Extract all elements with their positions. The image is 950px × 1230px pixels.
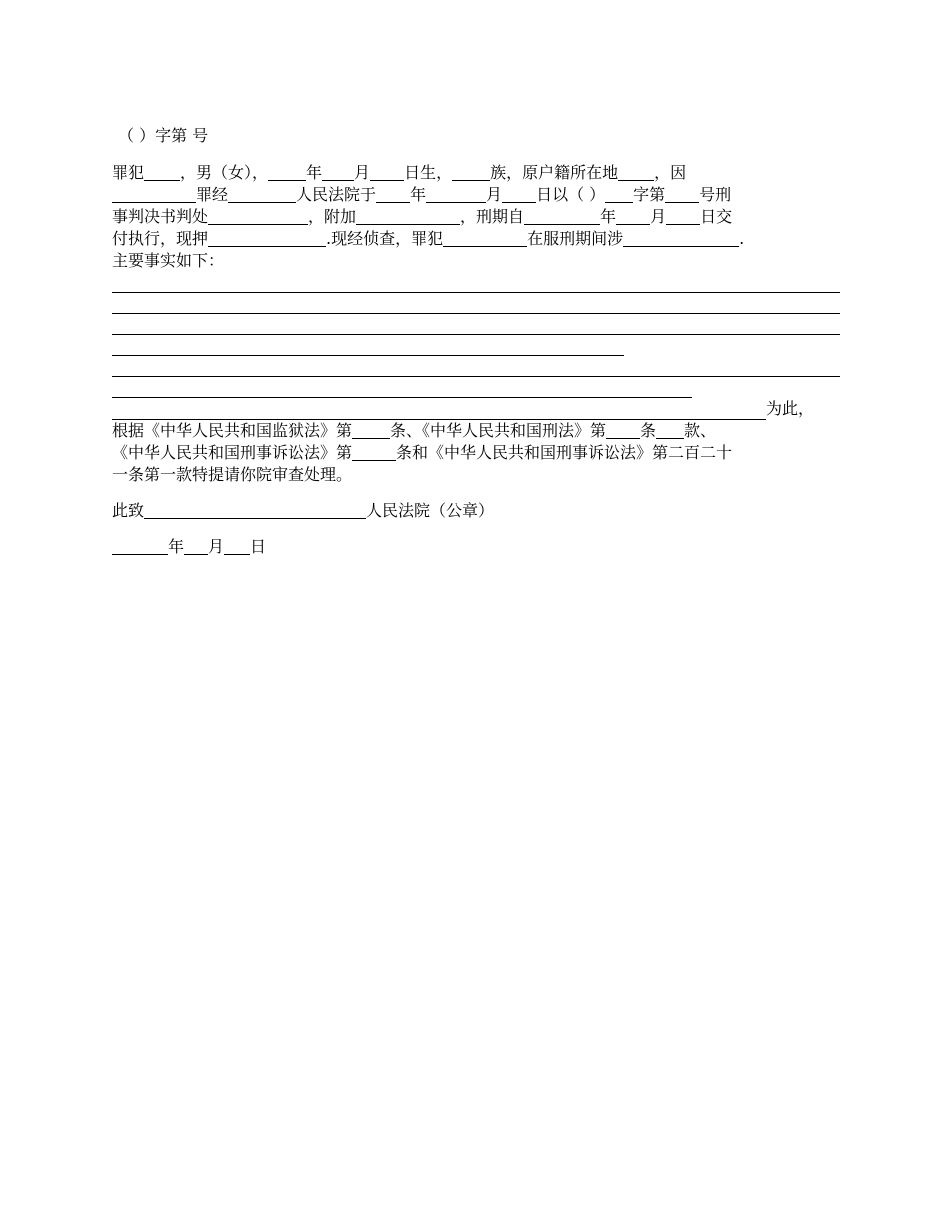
prison-law-article-blank[interactable] bbox=[352, 422, 390, 439]
judgment-year-blank[interactable] bbox=[376, 186, 410, 203]
text-year: 年 bbox=[410, 185, 427, 204]
basis-line-2 bbox=[112, 442, 840, 464]
text-year: 年 bbox=[306, 163, 323, 182]
crime-blank[interactable] bbox=[112, 186, 196, 203]
judgment-number-blank[interactable] bbox=[665, 186, 699, 203]
details-line-4 bbox=[112, 228, 840, 250]
facts-line[interactable] bbox=[112, 272, 840, 293]
text-month: 月 bbox=[354, 163, 371, 182]
birth-year-blank[interactable] bbox=[268, 164, 306, 181]
text-gender: ，男（女）， bbox=[180, 163, 269, 182]
judgment-day-blank[interactable] bbox=[502, 186, 536, 203]
case-details-paragraph bbox=[112, 162, 840, 272]
text-additional: ，附加 bbox=[308, 207, 357, 226]
text-during-sentence: 在服刑期间涉 bbox=[527, 229, 624, 248]
document-number: （ ）字第 号 bbox=[118, 126, 209, 145]
text-word-no: 字第 bbox=[633, 185, 666, 204]
date-year-blank[interactable] bbox=[112, 538, 168, 555]
procedure-law-article-blank[interactable] bbox=[352, 444, 396, 461]
text-number-criminal: 号刑 bbox=[699, 185, 732, 204]
facts-line[interactable] bbox=[112, 377, 692, 398]
court-blank[interactable] bbox=[228, 186, 296, 203]
sentence-blank[interactable] bbox=[208, 208, 308, 225]
text-clause: 款、 bbox=[684, 421, 717, 440]
text-court-seal: 人民法院（公章） bbox=[366, 501, 495, 520]
closing-line bbox=[112, 500, 840, 522]
criminal-law-article-blank[interactable] bbox=[606, 422, 640, 439]
text-day: 日 bbox=[250, 537, 267, 556]
text-criminal-law: 条、《中华人民共和国刑法》第 bbox=[390, 421, 607, 440]
date-line bbox=[112, 536, 840, 558]
date-month-blank[interactable] bbox=[184, 538, 208, 555]
criminal-name-blank[interactable] bbox=[144, 164, 180, 181]
text-month: 月 bbox=[486, 185, 503, 204]
text-sentenced: 事判决书判处 bbox=[112, 207, 209, 226]
basis-lead-row bbox=[112, 398, 840, 420]
text-therefore: 为此， bbox=[766, 399, 815, 418]
text-period: . bbox=[739, 229, 745, 248]
facts-lines bbox=[112, 272, 840, 398]
judgment-word-blank[interactable] bbox=[605, 186, 633, 203]
text-year: 年 bbox=[168, 537, 185, 556]
text-crime-via: 罪经 bbox=[196, 185, 229, 204]
birth-day-blank[interactable] bbox=[370, 164, 404, 181]
ethnicity-blank[interactable] bbox=[452, 164, 490, 181]
facts-line[interactable] bbox=[112, 356, 840, 377]
prison-blank[interactable] bbox=[208, 230, 326, 247]
household-blank[interactable] bbox=[618, 164, 654, 181]
text-prison-law: 根据《中华人民共和国监狱法》第 bbox=[112, 421, 353, 440]
term-day-blank[interactable] bbox=[666, 208, 700, 225]
text-investigation: .现经侦查，罪犯 bbox=[326, 229, 444, 248]
text-court-on: 人民法院于 bbox=[296, 185, 377, 204]
text-day-handover: 日交 bbox=[700, 207, 733, 226]
text-held-at: 付执行，现押 bbox=[112, 229, 209, 248]
document-page bbox=[112, 124, 840, 558]
details-line-2 bbox=[112, 184, 840, 206]
facts-line[interactable] bbox=[112, 293, 840, 314]
judgment-month-blank[interactable] bbox=[426, 186, 486, 203]
legal-basis-paragraph bbox=[112, 420, 840, 486]
text-month: 月 bbox=[650, 207, 667, 226]
facts-line[interactable] bbox=[112, 314, 840, 335]
facts-line[interactable] bbox=[112, 402, 766, 420]
facts-label: 主要事实如下： bbox=[112, 251, 225, 270]
details-line-1 bbox=[112, 162, 840, 184]
basis-line-3: 一条第一款特提请你院审查处理。 bbox=[112, 465, 353, 484]
text-criminal: 罪犯 bbox=[112, 163, 145, 182]
basis-line-1 bbox=[112, 420, 840, 442]
text-procedure-law: 《中华人民共和国刑事诉讼法》第 bbox=[112, 443, 353, 462]
details-line-3 bbox=[112, 206, 840, 228]
offense-blank[interactable] bbox=[623, 230, 739, 247]
text-year: 年 bbox=[600, 207, 617, 226]
text-day-by: 日以（ ） bbox=[536, 185, 606, 204]
term-year-blank[interactable] bbox=[524, 208, 600, 225]
criminal-name-blank-2[interactable] bbox=[443, 230, 527, 247]
recipient-court-blank[interactable] bbox=[144, 502, 366, 519]
birth-month-blank[interactable] bbox=[322, 164, 354, 181]
text-month: 月 bbox=[208, 537, 225, 556]
criminal-law-clause-blank[interactable] bbox=[656, 422, 684, 439]
text-article: 条 bbox=[640, 421, 657, 440]
text-because: ，因 bbox=[654, 163, 687, 182]
additional-penalty-blank[interactable] bbox=[356, 208, 460, 225]
text-procedure-law-221: 条和《中华人民共和国刑事诉讼法》第二百二十 bbox=[396, 443, 733, 462]
facts-line[interactable] bbox=[112, 335, 624, 356]
term-month-blank[interactable] bbox=[616, 208, 650, 225]
text-term-from: ，刑期自 bbox=[460, 207, 525, 226]
text-born: 日生， bbox=[404, 163, 453, 182]
date-day-blank[interactable] bbox=[224, 538, 250, 555]
text-to: 此致 bbox=[112, 501, 145, 520]
text-household: 族，原户籍所在地 bbox=[490, 163, 619, 182]
